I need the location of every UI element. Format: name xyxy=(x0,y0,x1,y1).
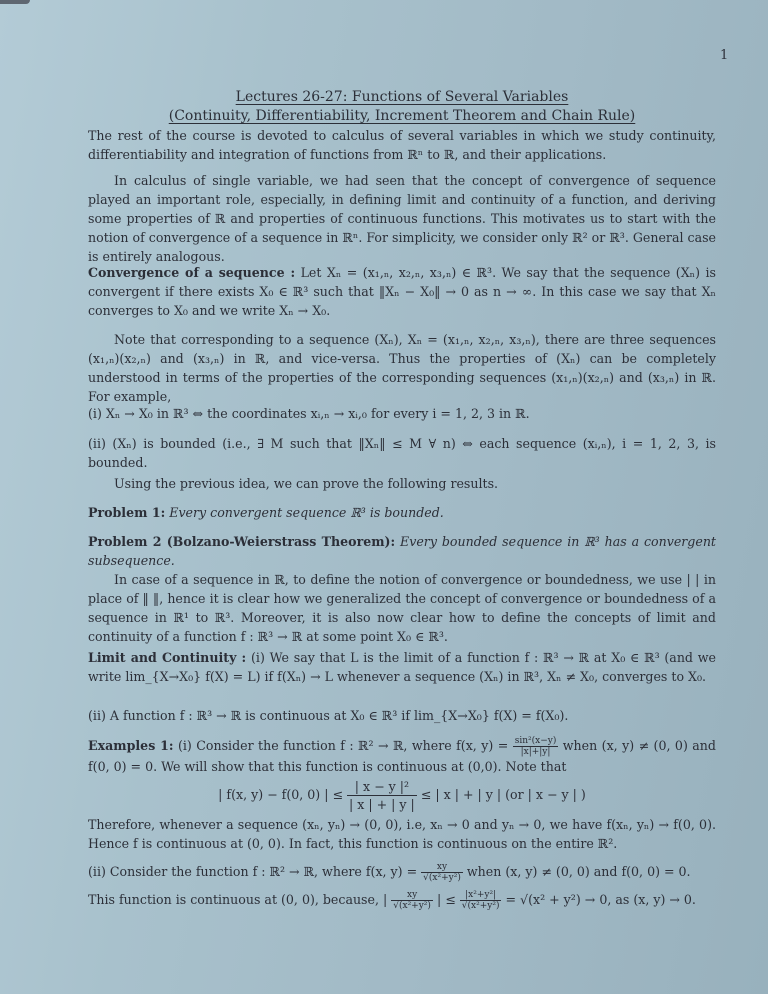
fraction-numerator: xy xyxy=(391,890,433,901)
fraction-denominator: |x|+|y| xyxy=(520,747,551,757)
example-2-fraction xyxy=(421,862,463,883)
limit-continuity-definition xyxy=(88,648,716,686)
fraction-numerator: | x − y |² xyxy=(347,778,417,796)
intro-paragraph: The rest of the course is devoted to calculus of several variables in which we study continuity, differentiability and integration of functions from ℝⁿ to ℝ, and their applications. xyxy=(88,128,716,162)
fraction-numerator: sin²(x−y) xyxy=(514,736,557,746)
example-2-text-b: when (x, y) ≠ (0, 0) and f(0, 0) = 0. xyxy=(466,864,691,879)
fraction-numerator: xy xyxy=(421,862,463,873)
example-2-text-e: = √(x² + y²) → 0, as (x, y) → 0. xyxy=(505,892,696,907)
example-2-text-c: This function is continuous at (0, 0), because, | xyxy=(88,892,388,907)
inequality-lhs: | f(x, y) − f(0, 0) | ≤ xyxy=(218,787,343,802)
problem-2-statement: Every bounded sequence in ℝ³ has a convergent subsequence. xyxy=(88,534,716,568)
problem-2 xyxy=(88,532,716,570)
fraction-denominator: | x | + | y | xyxy=(349,797,415,812)
fraction-denominator: √(x²+y²) xyxy=(393,901,431,911)
inequality-fraction xyxy=(347,778,417,813)
convergence-definition xyxy=(88,263,716,320)
example-2-text-a: (ii) Consider the function f : ℝ² → ℝ, where f(x, y) = xyxy=(88,864,418,879)
examples-heading: Examples 1: xyxy=(88,738,174,753)
example-1 xyxy=(88,736,716,776)
therefore-paragraph: Therefore, whenever a sequence (xₙ, yₙ) → (0, 0), i.e, xₙ → 0 and yₙ → 0, we have f(xₙ, yₙ) → f(0, 0). Hence f is continuous at (0, 0). In fact, this function is continuous on the entire ℝ². xyxy=(88,817,716,851)
continuity-definition: (ii) A function f : ℝ³ → ℝ is continuous at X₀ ∈ ℝ³ if lim_{X→X₀} f(X) = f(X₀). xyxy=(88,708,569,723)
example-1-text-a: (i) Consider the function f : ℝ² → ℝ, where f(x, y) = xyxy=(177,738,509,753)
title-line-1: Lectures 26-27: Functions of Several Variables xyxy=(235,89,569,105)
example-2-text-d: | ≤ xyxy=(436,892,456,907)
limit-continuity-body: (i) We say that L is the limit of a function f : ℝ³ → ℝ at X₀ ∈ ℝ³ (and we write lim_{X→X₀} f(X) = L) if f(Xₙ) → L whenever a sequence (Xₙ) in ℝ³, Xₙ ≠ X₀, converges to X₀. xyxy=(88,650,716,684)
page-number: 1 xyxy=(720,48,729,63)
inequality-rhs: ≤ | x | + | y | (or | x − y | ) xyxy=(420,787,586,802)
motivation-paragraph: In calculus of single variable, we had seen that the concept of convergence of sequence played an important role, especially, in defining limit and continuity of a function, and deriving some properties of ℝ and properties of continuous functions. This motivates us to start with the notion of convergence of a sequence in ℝⁿ. For simplicity, we consider only ℝ² or ℝ³. General case is entirely analogous. xyxy=(88,173,716,264)
limit-continuity-heading: Limit and Continuity : xyxy=(88,650,247,665)
example-2-fraction-c xyxy=(391,890,433,911)
example-1-fraction xyxy=(513,736,559,757)
problem-1-statement: Every convergent sequence ℝ³ is bounded. xyxy=(169,505,444,520)
display-inequality xyxy=(88,778,716,813)
page-title xyxy=(88,88,716,126)
fraction-denominator: √(x²+y²) xyxy=(423,873,461,883)
property-item-ii: (ii) (Xₙ) is bounded (i.e., ∃ M such that ‖Xₙ‖ ≤ M ∀ n) ⇔ each sequence (xᵢ,ₙ), i = 1, 2, 3, is bounded. xyxy=(88,436,716,470)
title-line-2: (Continuity, Differentiability, Increment Theorem and Chain Rule) xyxy=(168,108,636,124)
fraction-numerator: |x²+y²| xyxy=(460,890,502,901)
property-item-i: (i) Xₙ → X₀ in ℝ³ ⇔ the coordinates xᵢ,ₙ → xᵢ,₀ for every i = 1, 2, 3 in ℝ. xyxy=(88,406,530,421)
example-2-line-2 xyxy=(88,890,716,911)
example-1-text-b: when (x, y) ≠ (0, 0) and f(0, 0) = 0. We will show that this function is continuous at (0,0). Note that xyxy=(88,738,716,774)
problem-2-label: Problem 2 (Bolzano-Weierstrass Theorem): xyxy=(88,534,396,549)
problem-1 xyxy=(88,503,716,522)
example-2-line-1 xyxy=(88,862,716,883)
convergence-heading: Convergence of a sequence : xyxy=(88,265,296,280)
using-paragraph: Using the previous idea, we can prove the following results. xyxy=(114,476,499,491)
convergence-body: Let Xₙ = (x₁,ₙ, x₂,ₙ, x₃,ₙ) ∈ ℝ³. We say that the sequence (Xₙ) is convergent if there exists X₀ ∈ ℝ³ such that ‖Xₙ − X₀‖ → 0 as n → ∞. In this case we say that Xₙ converges to X₀ and we write Xₙ → X₀. xyxy=(88,265,716,318)
problem-1-label: Problem 1: xyxy=(88,505,166,520)
photo-edge-shadow xyxy=(0,0,30,4)
fraction-denominator: √(x²+y²) xyxy=(461,901,500,911)
in-case-paragraph: In case of a sequence in ℝ, to define the notion of convergence or boundedness, we use | | in place of ‖ ‖, hence it is clear how we generalized the concept of convergence or boundedness of a sequence in ℝ¹ to ℝ³. Moreover, it is also now clear how to define the concepts of limit and continuity of a function f : ℝ³ → ℝ at some point X₀ ∈ ℝ³. xyxy=(88,572,716,644)
example-2-fraction-d xyxy=(460,890,502,911)
note-paragraph: Note that corresponding to a sequence (Xₙ), Xₙ = (x₁,ₙ, x₂,ₙ, x₃,ₙ), there are three sequences (x₁,ₙ)(x₂,ₙ) and (x₃,ₙ) in ℝ, and vice-versa. Thus the properties of (Xₙ) can be completely understood in terms of the properties of the corresponding sequences (x₁,ₙ)(x₂,ₙ) and (x₃,ₙ) in ℝ. For example, xyxy=(88,332,716,404)
